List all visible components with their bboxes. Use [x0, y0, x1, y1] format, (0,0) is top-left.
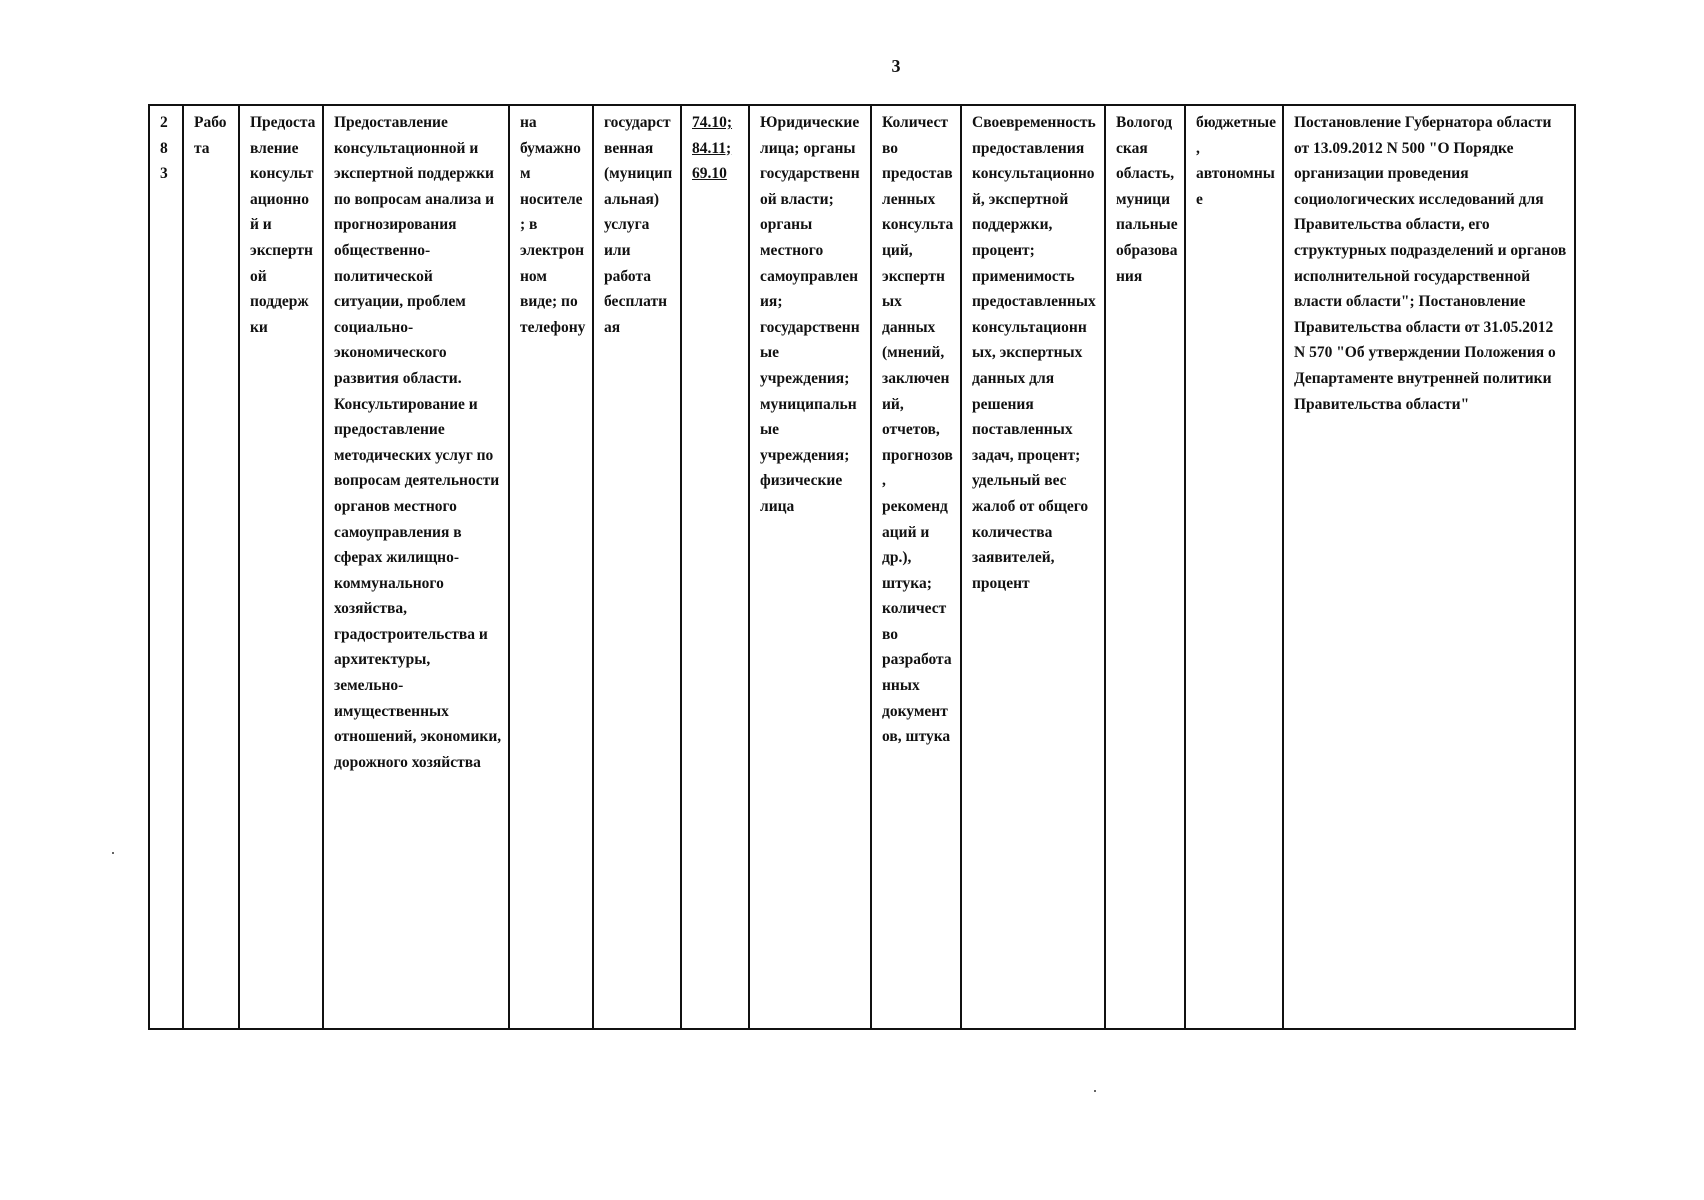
service-name-cell: Предоставление консультационной и экспертной поддержки	[239, 105, 323, 1029]
consumers-cell: Юридические лица; органы государственной власти; органы местного самоуправления; государственные учреждения; муниципальные учреждения; физические лица	[749, 105, 871, 1029]
scan-speck	[112, 852, 114, 854]
service-content-cell: Предоставление консультационной и экспертной поддержки по вопросам анализа и прогнозирования общественно-политической ситуации, проблем социально-экономического развития области. Консультирование и предоставление методических услуг по вопросам деятельности органов местного самоуправления в сферах жилищно-коммунального хозяйства, градостроительства и архитектуры, земельно-имущественных отношений, экономики, дорожного хозяйства	[323, 105, 509, 1029]
table-row	[149, 105, 1575, 1029]
provision-form-cell: на бумажном носителе; в электронном виде; по телефону	[509, 105, 593, 1029]
scan-speck	[1094, 1090, 1096, 1092]
territory-cell: Вологодская область, муниципальные образования	[1105, 105, 1185, 1029]
quality-indicators-cell: Своевременность предоставления консультационной, экспертной поддержки, процент; применимость предоставленных консультационных, экспертных данных для решения поставленных задач, процент; удельный вес жалоб от общего количества заявителей, процент	[961, 105, 1105, 1029]
type-cell: Работа	[183, 105, 239, 1029]
institution-types-cell: бюджетные, автономные	[1185, 105, 1283, 1029]
okved-code: 69.10	[692, 165, 727, 183]
row-number-cell: 2 8 3	[149, 105, 183, 1029]
okved-codes-cell	[681, 105, 749, 1029]
okved-code: 74.10;	[692, 114, 733, 131]
volume-indicators-cell: Количество предоставленных консультаций, экспертных данных (мнений, заключений, отчетов, прогнозов, рекомендаций и др.), штука; количество разработанных документов, штука	[871, 105, 961, 1029]
page-number: 3	[891, 56, 901, 76]
register-table	[148, 104, 1576, 1030]
okved-code: 84.11;	[692, 139, 732, 157]
legal-basis-cell: Постановление Губернатора области от 13.09.2012 N 500 "О Порядке организации проведения социологических исследований для Правительства области, его структурных подразделений и органов исполнительной государственной власти области"; Постановление Правительства области от 31.05.2012 N 570 "Об утверждении Положения о Департаменте внутренней политики Правительства области"	[1283, 105, 1575, 1029]
service-status-cell: государственная (муниципальная) услуга или работа бесплатная	[593, 105, 681, 1029]
